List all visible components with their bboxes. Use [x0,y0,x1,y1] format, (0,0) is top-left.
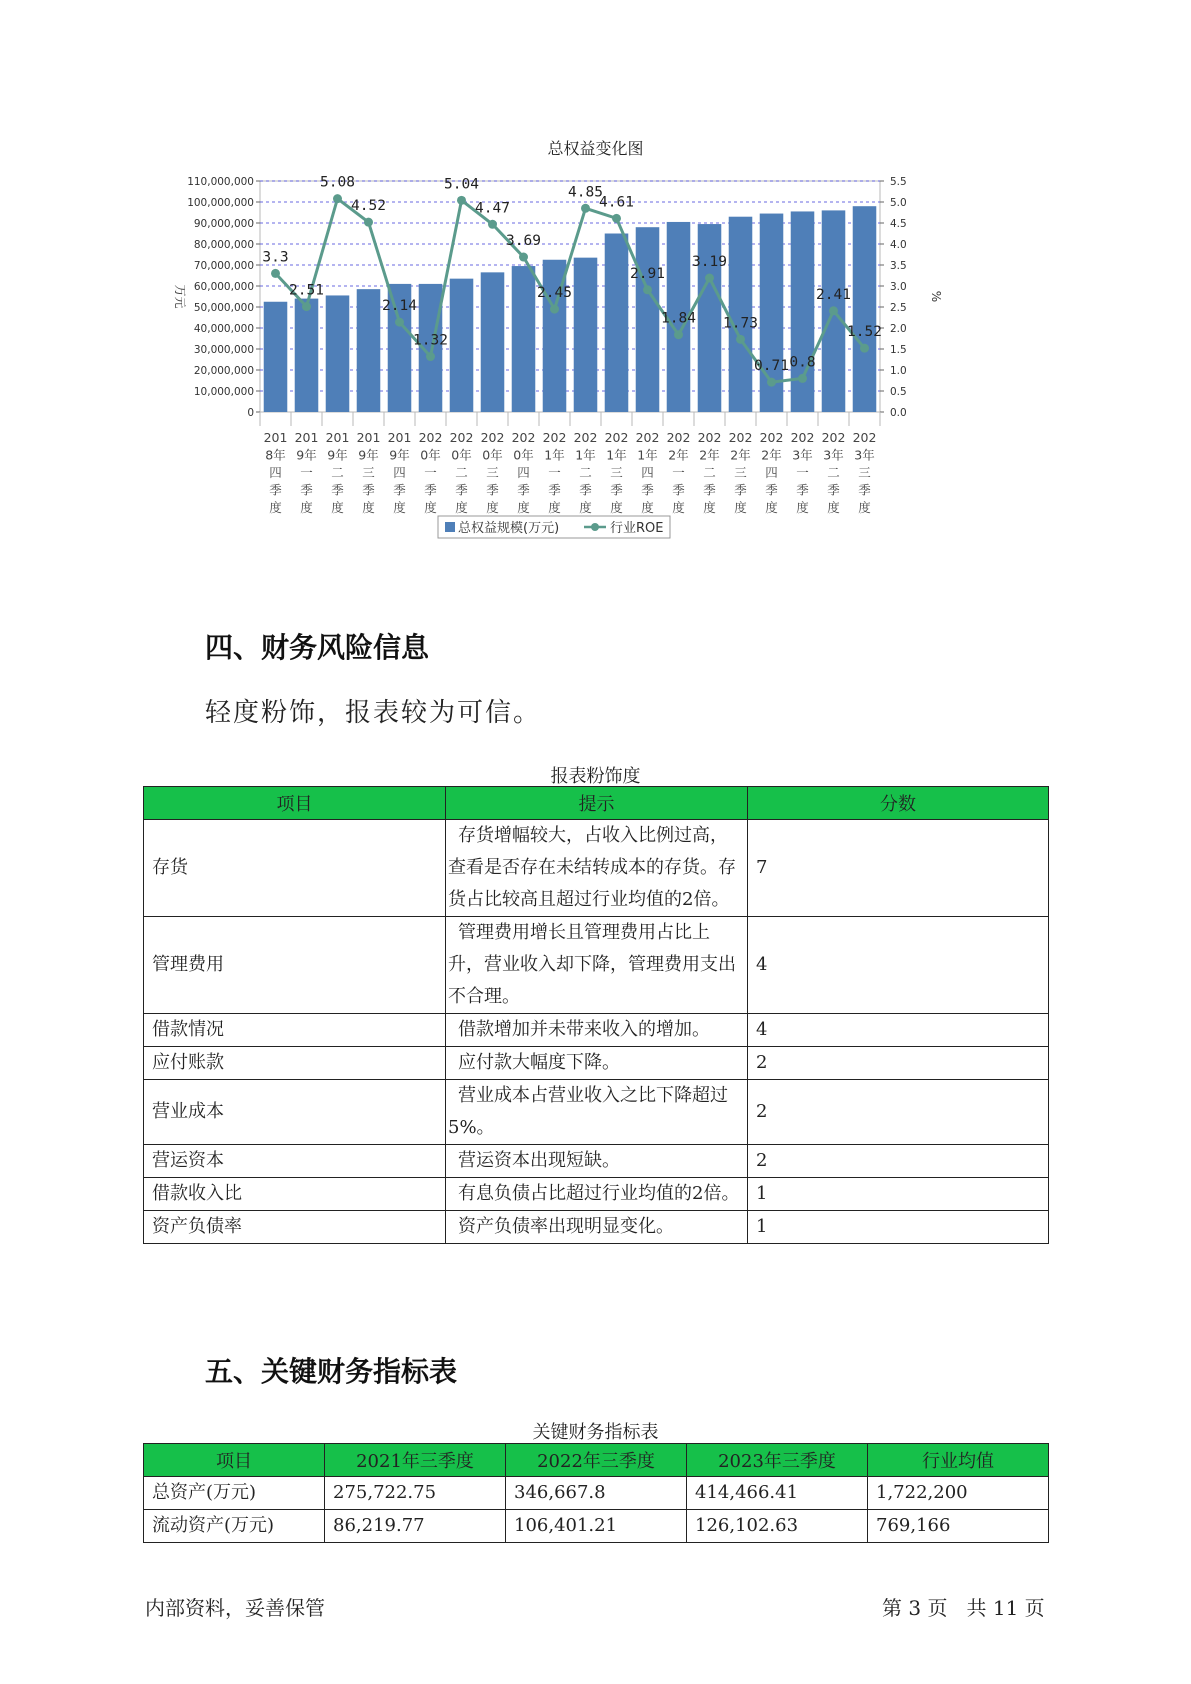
right-tick-label: 1.0 [890,365,907,377]
category-label: 202 [418,430,443,445]
category-label: 201 [325,430,350,445]
risk-summary: 轻度粉饰，报表较为可信。 [205,698,542,728]
left-axis-title: 万元 [173,284,187,309]
roe-point [302,302,311,311]
category-label: 一 [672,465,685,480]
roe-point [860,344,869,353]
kpi-cell: 346,667.8 [506,1477,687,1510]
category-label: 201 [294,430,319,445]
bar [326,295,350,412]
category-label: 四 [765,465,778,480]
category-label: 度 [796,500,809,515]
legend-line-label: 行业ROE [610,521,664,536]
bar [481,272,505,412]
category-label: 3年 [854,447,875,463]
roe-data-label: 4.61 [599,194,634,211]
category-label: 2年 [668,447,689,463]
roe-point [674,330,683,339]
category-label: 9年 [296,447,317,463]
risk-score: 2 [748,1047,1049,1080]
table-row [144,820,1049,917]
risk-item: 营运资本 [144,1145,446,1178]
kpi-cell: 106,401.21 [506,1510,687,1543]
category-label: 202 [852,430,877,445]
kpi-cell: 414,466.41 [687,1477,868,1510]
kpi-cell: 275,722.75 [325,1477,506,1510]
category-label: 8年 [265,447,286,463]
category-label: 202 [511,430,536,445]
table-row [144,1178,1049,1211]
category-label: 202 [666,430,691,445]
category-label: 度 [331,500,344,515]
kpi-header: 行业均值 [868,1444,1049,1477]
footer-confidential: 内部资料，妥善保管 [145,1596,325,1620]
risk-table [143,786,1049,1244]
category-label: 一 [300,465,313,480]
category-label: 季 [641,482,654,498]
bar [605,234,629,413]
category-label: 202 [697,430,722,445]
category-label: 三 [362,465,375,480]
risk-tip: 管理费用增长且管理费用占比上升，营业收入却下降，管理费用支出不合理。 [446,917,748,1014]
category-label: 202 [821,430,846,445]
footer-page-number: 第 3 页 共 11 页 [882,1596,1045,1620]
roe-data-label: 3.19 [692,254,727,271]
category-label: 202 [449,430,474,445]
roe-point [333,194,342,203]
roe-point [581,204,590,213]
category-label: 度 [362,500,375,515]
kpi-cell: 总资产(万元) [144,1477,325,1510]
category-label: 9年 [358,447,379,463]
risk-header-item: 项目 [144,787,446,820]
category-label: 度 [579,500,592,515]
risk-score: 2 [748,1145,1049,1178]
category-label: 度 [548,500,561,515]
category-label: 度 [393,500,406,515]
risk-score: 2 [748,1080,1049,1145]
risk-score: 4 [748,1014,1049,1047]
roe-point [767,378,776,387]
risk-table-caption: 报表粉饰度 [550,766,641,787]
roe-point [364,218,373,227]
roe-point [550,305,559,314]
left-tick-label: 10,000,000 [193,386,254,398]
roe-data-label: 0.8 [789,354,816,371]
category-label: 季 [331,482,344,498]
category-label: 1年 [544,447,565,463]
category-label: 度 [827,500,840,515]
roe-data-label: 3.3 [262,249,289,266]
right-tick-label: 0.5 [890,386,907,398]
bar [357,289,381,412]
bar [636,227,660,412]
legend-bar-swatch [445,522,455,532]
risk-item: 营业成本 [144,1080,446,1145]
category-label: 度 [734,500,747,515]
risk-item: 借款情况 [144,1014,446,1047]
left-tick-label: 40,000,000 [193,323,254,335]
risk-score: 4 [748,917,1049,1014]
category-label: 202 [759,430,784,445]
right-tick-label: 3.0 [890,281,907,293]
roe-data-label: 2.51 [289,282,324,299]
bar [450,279,474,412]
roe-data-label: 1.73 [723,315,758,332]
category-label: 四 [641,465,654,480]
roe-data-label: 1.52 [847,324,882,341]
risk-tip: 存货增幅较大，占收入比例过高，查看是否存在未结转成本的存货。存货占比较高且超过行业均值的2倍。 [446,820,748,917]
kpi-header: 2023年三季度 [687,1444,868,1477]
right-tick-label: 4.5 [890,218,907,230]
risk-item: 应付账款 [144,1047,446,1080]
category-label: 1年 [637,447,658,463]
legend-bar-label: 总权益规模(万元) [458,521,560,536]
category-label: 度 [672,500,685,515]
category-label: 一 [796,465,809,480]
category-label: 季 [362,482,375,498]
category-label: 3年 [792,447,813,463]
roe-point [426,352,435,361]
category-label: 0年 [482,447,503,463]
left-tick-label: 100,000,000 [187,197,254,209]
category-label: 0年 [420,447,441,463]
left-tick-label: 60,000,000 [193,281,254,293]
category-label: 度 [424,500,437,515]
right-tick-label: 4.0 [890,239,907,251]
category-label: 201 [387,430,412,445]
table-row [144,1477,1049,1510]
category-label: 季 [393,482,406,498]
risk-score: 1 [748,1178,1049,1211]
category-label: 季 [703,482,716,498]
table-row [144,1014,1049,1047]
category-label: 季 [455,482,468,498]
category-label: 202 [573,430,598,445]
category-label: 0年 [451,447,472,463]
category-label: 三 [734,465,747,480]
left-tick-label: 30,000,000 [193,344,254,356]
roe-data-label: 1.84 [661,310,696,327]
bar [512,266,536,412]
category-label: 二 [579,465,592,480]
left-tick-label: 70,000,000 [193,260,254,272]
roe-data-label: 2.14 [382,298,417,315]
kpi-cell: 126,102.63 [687,1510,868,1543]
risk-item: 资产负债率 [144,1211,446,1244]
category-label: 季 [548,482,561,498]
category-label: 三 [858,465,871,480]
category-label: 季 [517,482,530,498]
roe-point [643,285,652,294]
risk-tip: 借款增加并未带来收入的增加。 [446,1014,748,1047]
bar [264,302,288,412]
category-label: 季 [300,482,313,498]
category-label: 度 [517,500,530,515]
bar [574,258,598,412]
roe-data-label: 4.52 [351,198,386,215]
roe-point [519,253,528,262]
roe-data-label: 5.08 [320,174,355,191]
roe-data-label: 2.91 [630,265,665,282]
category-label: 2年 [730,447,751,463]
category-label: 季 [486,482,499,498]
right-tick-label: 0.0 [890,407,907,419]
roe-point [798,374,807,383]
category-label: 0年 [513,447,534,463]
category-label: 季 [734,482,747,498]
category-label: 201 [263,430,288,445]
category-label: 度 [269,500,282,515]
kpi-header: 2022年三季度 [506,1444,687,1477]
risk-tip: 营业成本占营业收入之比下降超过5%。 [446,1080,748,1145]
chart-title: 总权益变化图 [547,139,644,158]
category-label: 一 [424,465,437,480]
right-tick-label: 1.5 [890,344,907,356]
table-row [144,917,1049,1014]
roe-data-label: 1.32 [413,332,448,349]
category-label: 季 [424,482,437,498]
section4-heading: 四、财务风险信息 [205,631,430,664]
kpi-table-caption: 关键财务指标表 [532,1422,659,1443]
table-row [144,1047,1049,1080]
roe-data-label: 4.85 [568,184,603,201]
category-label: 度 [858,500,871,515]
roe-point [488,220,497,229]
risk-score: 7 [748,820,1049,917]
category-label: 季 [672,482,685,498]
roe-point [612,214,621,223]
category-label: 9年 [389,447,410,463]
kpi-table [143,1443,1049,1543]
category-label: 二 [703,465,716,480]
roe-point [736,335,745,344]
left-tick-label: 50,000,000 [193,302,254,314]
risk-header-score: 分数 [748,787,1049,820]
category-label: 季 [796,482,809,498]
roe-data-label: 2.41 [816,286,851,303]
risk-tip: 营运资本出现短缺。 [446,1145,748,1178]
category-label: 二 [455,465,468,480]
category-label: 季 [827,482,840,498]
category-label: 度 [765,500,778,515]
left-tick-label: 20,000,000 [193,365,254,377]
left-tick-label: 110,000,000 [187,176,254,188]
category-label: 三 [610,465,623,480]
right-tick-label: 3.5 [890,260,907,272]
category-label: 二 [827,465,840,480]
roe-point [395,318,404,327]
left-tick-label: 0 [247,407,254,419]
category-label: 四 [269,465,282,480]
section5-heading: 五、关键财务指标表 [205,1355,458,1388]
left-tick-label: 90,000,000 [193,218,254,230]
category-label: 度 [486,500,499,515]
risk-header-tip: 提示 [446,787,748,820]
category-label: 一 [548,465,561,480]
risk-item: 借款收入比 [144,1178,446,1211]
category-label: 季 [765,482,778,498]
risk-item: 存货 [144,820,446,917]
category-label: 1年 [606,447,627,463]
risk-tip: 有息负债占比超过行业均值的2倍。 [446,1178,748,1211]
right-tick-label: 2.0 [890,323,907,335]
category-label: 二 [331,465,344,480]
category-label: 度 [300,500,313,515]
roe-point [705,274,714,283]
kpi-header: 2021年三季度 [325,1444,506,1477]
category-label: 1年 [575,447,596,463]
kpi-cell: 流动资产(万元) [144,1510,325,1543]
category-label: 201 [356,430,381,445]
table-row [144,1145,1049,1178]
roe-data-label: 5.04 [444,176,479,193]
category-label: 三 [486,465,499,480]
category-label: 2年 [699,447,720,463]
roe-point [457,196,466,205]
category-label: 202 [790,430,815,445]
kpi-header: 项目 [144,1444,325,1477]
table-row [144,1080,1049,1145]
right-tick-label: 2.5 [890,302,907,314]
left-tick-label: 80,000,000 [193,239,254,251]
category-label: 202 [635,430,660,445]
roe-point [271,269,280,278]
table-row [144,1211,1049,1244]
category-label: 度 [610,500,623,515]
category-label: 季 [579,482,592,498]
category-label: 2年 [761,447,782,463]
legend-line-marker [591,523,599,531]
right-tick-label: 5.5 [890,176,907,188]
risk-item: 管理费用 [144,917,446,1014]
category-label: 度 [641,500,654,515]
bar [295,299,319,412]
kpi-cell: 86,219.77 [325,1510,506,1543]
category-label: 季 [269,482,282,498]
category-label: 9年 [327,447,348,463]
right-axis-title: % [929,290,943,303]
roe-point [829,306,838,315]
risk-score: 1 [748,1211,1049,1244]
category-label: 202 [542,430,567,445]
category-label: 度 [455,500,468,515]
category-label: 202 [604,430,629,445]
bar [698,224,722,412]
category-label: 度 [703,500,716,515]
category-label: 四 [393,465,406,480]
bar [853,206,877,412]
risk-tip: 资产负债率出现明显变化。 [446,1211,748,1244]
category-label: 3年 [823,447,844,463]
category-label: 四 [517,465,530,480]
risk-tip: 应付款大幅度下降。 [446,1047,748,1080]
equity-chart [160,165,1040,605]
kpi-cell: 769,166 [868,1510,1049,1543]
category-label: 季 [610,482,623,498]
category-label: 202 [480,430,505,445]
roe-data-label: 2.45 [537,285,572,302]
kpi-cell: 1,722,200 [868,1477,1049,1510]
roe-data-label: 3.69 [506,233,541,250]
table-row [144,1510,1049,1543]
roe-data-label: 0.71 [754,358,789,375]
roe-data-label: 4.47 [475,200,510,217]
right-tick-label: 5.0 [890,197,907,209]
category-label: 202 [728,430,753,445]
category-label: 季 [858,482,871,498]
